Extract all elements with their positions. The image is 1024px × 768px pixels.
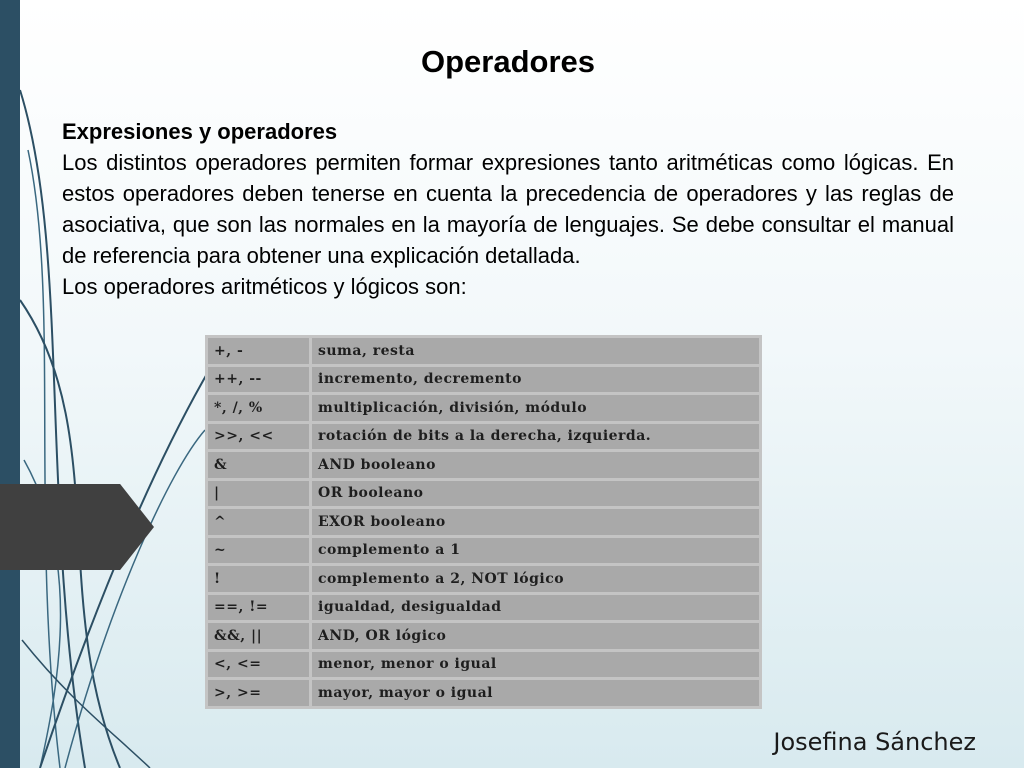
table-row <box>207 679 761 708</box>
operator-symbol: | <box>207 479 311 508</box>
operators-table <box>205 335 762 709</box>
list-intro: Los operadores aritméticos y lógicos son: <box>62 274 467 299</box>
section-subtitle: Expresiones y operadores <box>62 119 338 144</box>
operator-symbol: ++, -- <box>207 365 311 394</box>
operator-symbol: ==, != <box>207 593 311 622</box>
operator-description: AND booleano <box>311 451 761 480</box>
operator-symbol: <, <= <box>207 650 311 679</box>
table-row <box>207 365 761 394</box>
operator-symbol: >>, << <box>207 422 311 451</box>
table-row <box>207 451 761 480</box>
operator-description: mayor, mayor o igual <box>311 679 761 708</box>
table-row <box>207 422 761 451</box>
operator-description: complemento a 1 <box>311 536 761 565</box>
operator-description: complemento a 2, NOT lógico <box>311 565 761 594</box>
table-row <box>207 508 761 537</box>
table-row <box>207 536 761 565</box>
operator-description: menor, menor o igual <box>311 650 761 679</box>
description-paragraph: Los distintos operadores permiten formar expresiones tanto aritméticas como lógicas. En estos operadores deben tenerse en cuenta la precedencia de operadores y las reglas de asociativa, que son las normales en la mayoría de lenguajes. Se debe consultar el manual de referencia para obtener una explicación detallada. <box>62 150 954 268</box>
operator-description: OR booleano <box>311 479 761 508</box>
left-accent-bar <box>0 0 20 768</box>
operator-description: suma, resta <box>311 337 761 366</box>
operator-symbol: ! <box>207 565 311 594</box>
operator-description: incremento, decremento <box>311 365 761 394</box>
table-row <box>207 565 761 594</box>
author-name: Josefina Sánchez <box>773 728 976 756</box>
operator-description: rotación de bits a la derecha, izquierda. <box>311 422 761 451</box>
table-row <box>207 650 761 679</box>
arrow-tab-shape <box>0 484 154 570</box>
operator-symbol: & <box>207 451 311 480</box>
table-row <box>207 394 761 423</box>
table-row <box>207 337 761 366</box>
operator-description: EXOR booleano <box>311 508 761 537</box>
operator-symbol: *, /, % <box>207 394 311 423</box>
operator-description: igualdad, desigualdad <box>311 593 761 622</box>
operator-symbol: +, - <box>207 337 311 366</box>
table-row <box>207 479 761 508</box>
operators-table-body <box>207 337 761 708</box>
operator-symbol: ^ <box>207 508 311 537</box>
operator-description: AND, OR lógico <box>311 622 761 651</box>
table-row <box>207 593 761 622</box>
operator-symbol: >, >= <box>207 679 311 708</box>
slide-content <box>62 116 954 302</box>
operator-symbol: ~ <box>207 536 311 565</box>
operator-symbol: &&, || <box>207 622 311 651</box>
slide-title: Operadores <box>420 44 595 79</box>
operator-description: multiplicación, división, módulo <box>311 394 761 423</box>
table-row <box>207 622 761 651</box>
